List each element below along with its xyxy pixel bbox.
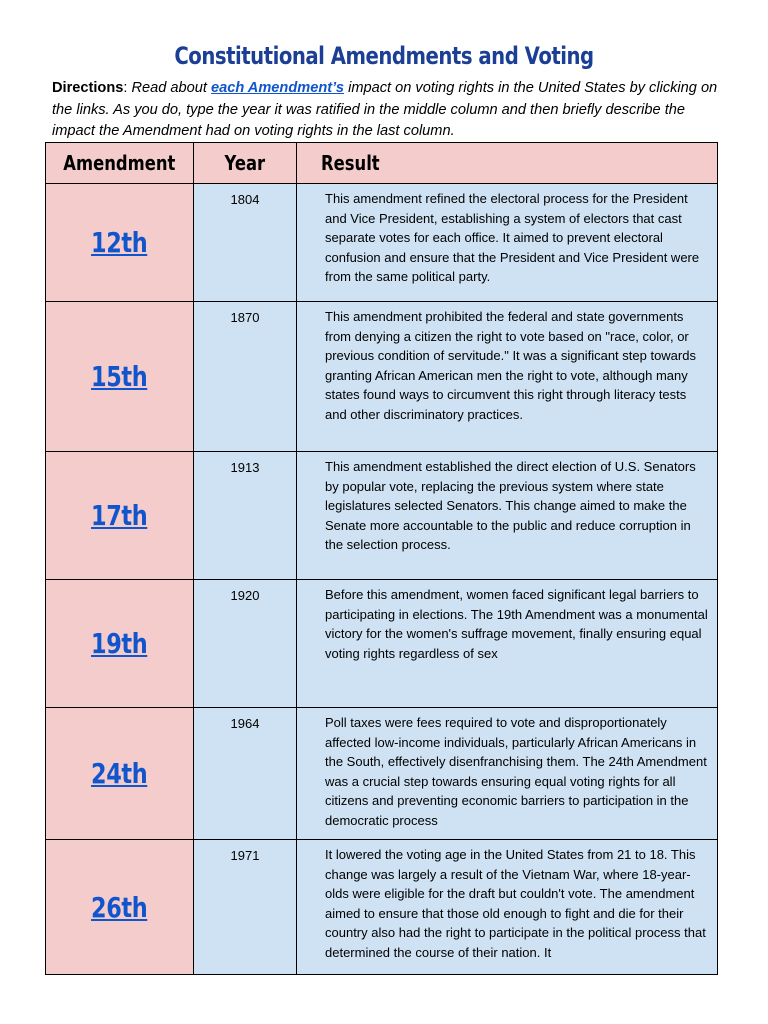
amendment-cell	[46, 184, 194, 302]
amendment-19th-link[interactable]: 19th	[91, 627, 148, 660]
directions-separator: :	[123, 80, 132, 96]
amendment-15th-link[interactable]: 15th	[91, 360, 148, 393]
amendment-cell	[46, 580, 194, 708]
header-amendment: Amendment	[46, 143, 194, 184]
amendment-24th-link[interactable]: 24th	[91, 757, 148, 790]
amendments-link[interactable]: each Amendment’s	[211, 80, 345, 96]
table-row	[46, 184, 718, 302]
result-cell[interactable]: This amendment refined the electoral process for the President and Vice President, establishing a system of electors that cast separate votes for each office. It aimed to prevent electoral confusion and ensure that the President and Vice President were from the same political party.	[297, 184, 718, 302]
table-header-row	[46, 143, 718, 184]
header-year: Year	[194, 143, 297, 184]
year-cell[interactable]: 1913	[194, 452, 297, 580]
directions-text-before: Read about	[131, 80, 212, 96]
amendment-26th-link[interactable]: 26th	[91, 890, 148, 924]
directions-text-after: impact on voting rights in the United States by clicking on the links. As you do, type the year it was ratified in the middle column and then briefly describe the impact the Amendment had on voting rights in the last column.	[52, 80, 718, 139]
table-row	[46, 708, 718, 840]
result-cell[interactable]: This amendment prohibited the federal and state governments from denying a citizen the right to vote based on "race, color, or previous condition of servitude." It was a significant step towards granting African American men the right to vote, although many states found ways to circumvent this right through literacy tests and other discriminatory practices.	[297, 302, 718, 452]
year-cell[interactable]: 1804	[194, 184, 297, 302]
amendment-cell	[46, 452, 194, 580]
table-row	[46, 840, 718, 975]
result-cell[interactable]: It lowered the voting age in the United States from 21 to 18. This change was largely a result of the Vietnam War, where 18-year-olds were eligible for the draft but couldn't vote. The amendment aimed to ensure that those old enough to fight and die for their country also had the right to participate in the political process that determined the course of their nation. It	[297, 840, 718, 975]
year-cell[interactable]: 1964	[194, 708, 297, 840]
amendment-cell	[46, 302, 194, 452]
amendment-17th-link[interactable]: 17th	[91, 499, 148, 532]
table-row	[46, 452, 718, 580]
result-cell[interactable]: Before this amendment, women faced significant legal barriers to participating in elections. The 19th Amendment was a monumental victory for the women's suffrage movement, finally ensuring equal voting rights regardless of sex	[297, 580, 718, 708]
directions-label: Directions	[52, 80, 124, 96]
amendments-table	[45, 142, 718, 975]
year-cell[interactable]: 1870	[194, 302, 297, 452]
page-title: Constitutional Amendments and Voting	[174, 42, 594, 70]
table-row	[46, 580, 718, 708]
amendment-cell	[46, 840, 194, 975]
result-cell[interactable]: Poll taxes were fees required to vote and disproportionately affected low-income individuals, particularly African Americans in the South, effectively disenfranchising them. The 24th Amendment was a crucial step towards ensuring equal voting rights for all citizens and preventing economic barriers to participation in the democratic process	[297, 708, 718, 840]
table-row	[46, 302, 718, 452]
directions-paragraph	[52, 78, 732, 143]
header-result: Result	[297, 143, 718, 184]
result-cell[interactable]: This amendment established the direct election of U.S. Senators by popular vote, replacing the previous system where state legislatures selected Senators. This change aimed to make the Senate more accountable to the public and reduce corruption in the selection process.	[297, 452, 718, 580]
year-cell[interactable]: 1971	[194, 840, 297, 975]
amendment-cell	[46, 708, 194, 840]
year-cell[interactable]: 1920	[194, 580, 297, 708]
amendment-12th-link[interactable]: 12th	[91, 226, 148, 259]
